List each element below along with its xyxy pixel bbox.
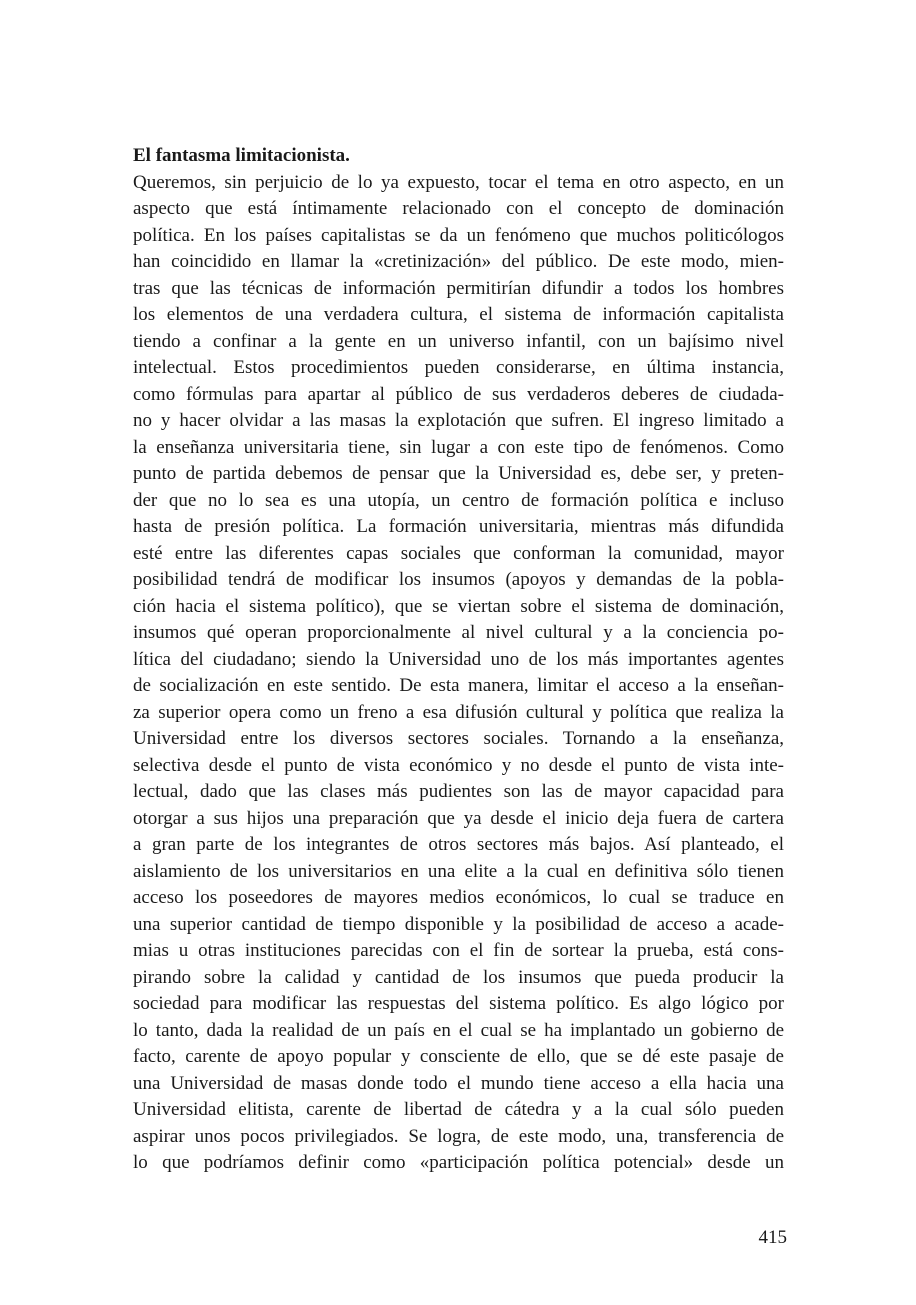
text-line: lítica del ciudadano; siendo la Universidad uno de los más importantes agentes (133, 648, 784, 670)
text-line: Universidad elitista, carente de libertad de cátedra y a la cual sólo pueden (133, 1099, 784, 1120)
text-line: selectiva desde el punto de vista económico y no desde el punto de vista inte- (133, 754, 784, 776)
text-line: Queremos, sin perjuicio de lo ya expuesto, tocar el tema en otro aspecto, en un (133, 171, 784, 193)
text-line: ción hacia el sistema político), que se viertan sobre el sistema de dominación, (133, 595, 784, 617)
text-line: como fórmulas para apartar al público de sus verdaderos deberes de ciudada- (133, 383, 784, 405)
text-line: posibilidad tendrá de modificar los insumos (apoyos y demandas de la pobla- (133, 569, 784, 590)
text-line: lo que podríamos definir como «participación política potencial» desde un (133, 1152, 784, 1173)
text-line: insumos qué operan proporcionalmente al nivel cultural y a la conciencia po- (133, 622, 784, 643)
text-line: tras que las técnicas de información permitirían difundir a todos los hombres (133, 277, 784, 299)
text-line: facto, carente de apoyo popular y consciente de ello, que se dé este pasaje de (133, 1046, 784, 1067)
text-line: aislamiento de los universitarios en una elite a la cual en definitiva sólo tienen (133, 860, 784, 882)
page-content (133, 143, 784, 1177)
text-line: no y hacer olvidar a las masas la explotación que sufren. El ingreso limitado a (133, 410, 784, 431)
text-line: esté entre las diferentes capas sociales que conforman la comunidad, mayor (133, 542, 784, 564)
text-line: otorgar a sus hijos una preparación que ya desde el inicio deja fuera de cartera (133, 807, 784, 829)
text-line: los elementos de una verdadera cultura, el sistema de información capitalista (133, 304, 784, 325)
text-line: han coincidido en llamar la «cretinización» del público. De este modo, mien- (133, 251, 784, 272)
text-line: una Universidad de masas donde todo el mundo tiene acceso a ella hacia una (133, 1072, 784, 1094)
text-line: de socialización en este sentido. De esta manera, limitar el acceso a la enseñan- (133, 675, 784, 696)
text-line: acceso los poseedores de mayores medios económicos, lo cual se traduce en (133, 887, 784, 908)
text-line: tiendo a confinar a la gente en un universo infantil, con un bajísimo nivel (133, 330, 784, 352)
text-line: sociedad para modificar las respuestas del sistema político. Es algo lógico por (133, 993, 784, 1014)
section-heading: El fantasma limitacionista. (133, 145, 350, 166)
text-line: mias u otras instituciones parecidas con el fin de sortear la prueba, está cons- (133, 940, 784, 961)
text-line: punto de partida debemos de pensar que la Universidad es, debe ser, y preten- (133, 463, 784, 484)
text-line: lo tanto, dada la realidad de un país en el cual se ha implantado un gobierno de (133, 1019, 784, 1041)
text-line: pirando sobre la calidad y cantidad de los insumos que pueda producir la (133, 966, 784, 988)
page-number: 415 (758, 1227, 787, 1248)
text-line: política. En los países capitalistas se da un fenómeno que muchos politicólogos (133, 224, 784, 246)
text-line: hasta de presión política. La formación universitaria, mientras más difundida (133, 516, 784, 537)
body-text (133, 170, 784, 1177)
text-line: der que no lo sea es una utopía, un centro de formación política e incluso (133, 489, 784, 511)
text-line: intelectual. Estos procedimientos pueden considerarse, en última instancia, (133, 357, 784, 378)
text-line: Universidad entre los diversos sectores sociales. Tornando a la enseñanza, (133, 728, 784, 749)
text-line: aspecto que está íntimamente relacionado con el concepto de dominación (133, 198, 784, 219)
text-line: lectual, dado que las clases más pudientes son las de mayor capacidad para (133, 781, 784, 802)
text-line: a gran parte de los integrantes de otros sectores más bajos. Así planteado, el (133, 834, 784, 855)
text-line: la enseñanza universitaria tiene, sin lugar a con este tipo de fenómenos. Como (133, 436, 784, 458)
text-line: aspirar unos pocos privilegiados. Se logra, de este modo, una, transferencia de (133, 1125, 784, 1147)
text-line: za superior opera como un freno a esa difusión cultural y política que realiza la (133, 701, 784, 723)
text-line: una superior cantidad de tiempo disponible y la posibilidad de acceso a acade- (133, 913, 784, 935)
